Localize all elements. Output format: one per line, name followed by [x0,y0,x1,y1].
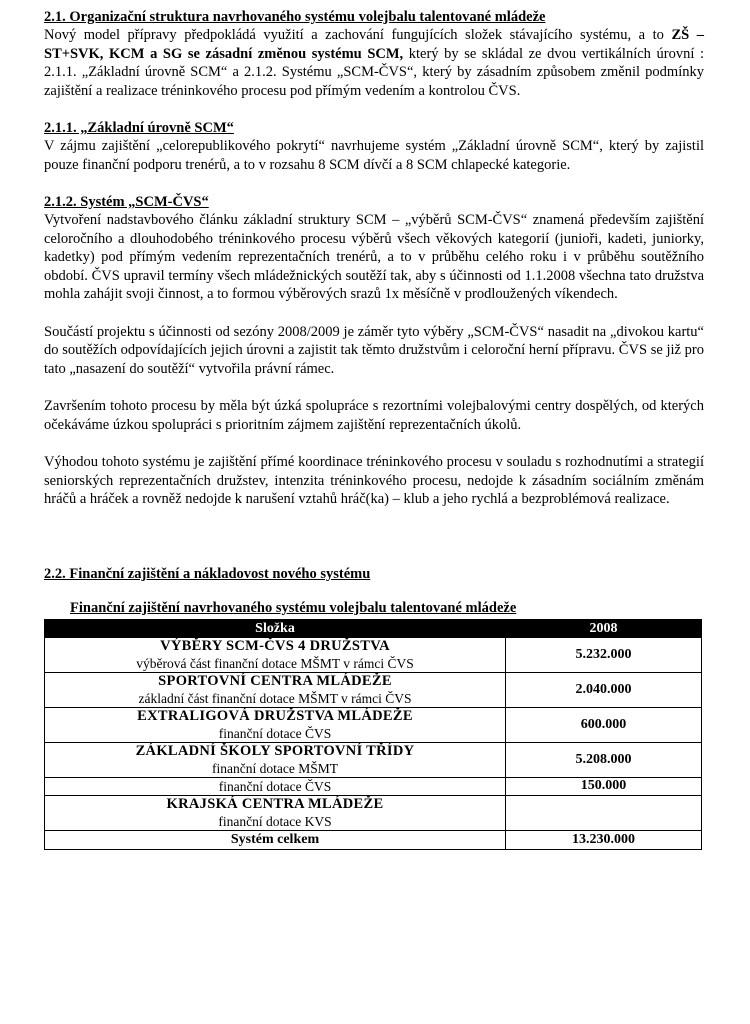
section-2-1-1-heading: 2.1.1. „Základní úrovně SCM“ [44,120,234,136]
section-2-1-2-paragraph-4: Výhodou tohoto systému je zajištění přímé koordinace tréninkového procesu v souladu s rozhodnutími a strategií seniorských reprezentačních družstev, intenzita tréninkového procesu, nedojde k zásadním sociálním změnám hráčů a hráček a rovněž nedojde k narušení vztahů hráč(ka) – klub a jeho rychlá a bezproblémová realizace. [44,454,704,507]
section-2-1-2-heading: 2.1.2. Systém „SCM-ČVS“ [44,194,209,210]
row-label-cell [45,742,506,777]
table-row [45,777,702,795]
row-subtitle: výběrová část finanční dotace MŠMT v rámci ČVS [136,655,414,671]
text-run: který by se skládal ze dvou vertikálních úrovní : 2.1.1. „Základní úrovně SCM“ a 2.1.2. Systému „SCM-ČVS“, který by zásadním způsobem změnil podmínky zajištění a realizace tréninkového procesu pod přímým vedením a kontrolou ČVS. [44,45,704,99]
table-row [45,672,702,707]
finance-table [44,619,702,850]
section-2-2-heading: 2.2. Finanční zajištění a nákladovost nového systému [44,565,371,582]
row-label-cell [45,637,506,672]
text-run: Nový model přípravy předpokládá využití a zachování fungujících složek stávajícího systému, a to [44,27,672,43]
row-title: SPORTOVNÍ CENTRA MLÁDEŽE [158,672,392,689]
row-label-cell [45,672,506,707]
row-label-cell [45,777,506,795]
table-header-row [45,619,702,637]
table-total-row [45,830,702,849]
section-2-1-1-paragraph: V zájmu zajištění „celorepublikového pokrytí“ navrhujeme systém „Základní úrovně SCM“, který by zajistil pouze finanční podporu trenérů, a to v rozsahu 8 SCM dívčí a 8 SCM chlapecké kategorie. [44,138,704,173]
table-row [45,742,702,777]
section-2-1-paragraph [44,26,704,100]
row-value [506,795,702,830]
row-value: 600.000 [506,707,702,742]
row-subtitle: finanční dotace MŠMT [212,760,338,776]
row-title: KRAJSKÁ CENTRA MLÁDEŽE [166,795,384,812]
section-2-1-heading: 2.1. Organizační struktura navrhovaného systému volejbalu talentované mládeže [44,9,546,25]
section-2-1-2-paragraph-1: Vytvoření nadstavbového článku základní struktury SCM – „výběrů SCM-ČVS“ znamená především zajištění celoročního a dlouhodobého tréninkového procesu výběrů všech věkových kategorií (junioři, kadeti, juniorky, kadetky) pod přímým vedením reprezentačních trenérů, a to v průběhu celého roku i v průběhu soutěžního období. ČVS upravil termíny všech mládežnických soutěží tak, aby s účinnosti od 1.1.2008 všechna tato družstva mohla zahájit svoji činnost, a to formou výběrových srazů 1x měsíčně v prodloužených víkendech. [44,212,704,302]
table-caption: Finanční zajištění navrhovaného systému volejbalu talentované mládeže [70,599,517,616]
row-title: VÝBĚRY SCM-ČVS 4 DRUŽSTVA [160,637,390,654]
row-subtitle: základní část finanční dotace MŠMT v rámci ČVS [138,690,412,706]
table-row [45,637,702,672]
row-value: 5.208.000 [506,742,702,777]
row-label-cell [45,707,506,742]
column-header-year: 2008 [506,619,702,637]
row-title: EXTRALIGOVÁ DRUŽSTVA MLÁDEŽE [137,707,413,724]
table-row [45,707,702,742]
row-label-cell [45,795,506,830]
bold-text-run: ZŠ –ST+SVK, KCM a SG se zásadní změnou systému SCM, [44,27,704,62]
column-header-component: Složka [45,619,506,637]
row-subtitle: finanční dotace KVS [218,813,332,829]
row-value: 2.040.000 [506,672,702,707]
total-label: Systém celkem [45,830,506,849]
section-2-1-2-paragraph-2: Součástí projektu s účinnosti od sezóny 2008/2009 je záměr tyto výběry „SCM-ČVS“ nasadit na „divokou kartu“ do soutěžích odpovídajících jejich úrovni a zajistit tak těmto družstvům i celoroční herní přípravu. ČVS se již pro tato „nasazení do soutěží“ vytvořila právní rámec. [44,323,704,377]
row-value: 150.000 [506,777,702,795]
table-row [45,795,702,830]
row-subtitle: finanční dotace ČVS [218,778,332,794]
row-title: ZÁKLADNÍ ŠKOLY SPORTOVNÍ TŘÍDY [135,742,415,759]
section-2-1-2-paragraph-3: Završením tohoto procesu by měla být úzká spolupráce s rezortními volejbalovými centry dospělých, od kterých očekáváme úzkou spolupráci s prioritním zájmem zajištění reprezentačních úkolů. [44,398,704,433]
row-value: 5.232.000 [506,637,702,672]
document-page [44,8,704,850]
total-value: 13.230.000 [506,830,702,849]
row-subtitle: finanční dotace ČVS [218,725,332,741]
